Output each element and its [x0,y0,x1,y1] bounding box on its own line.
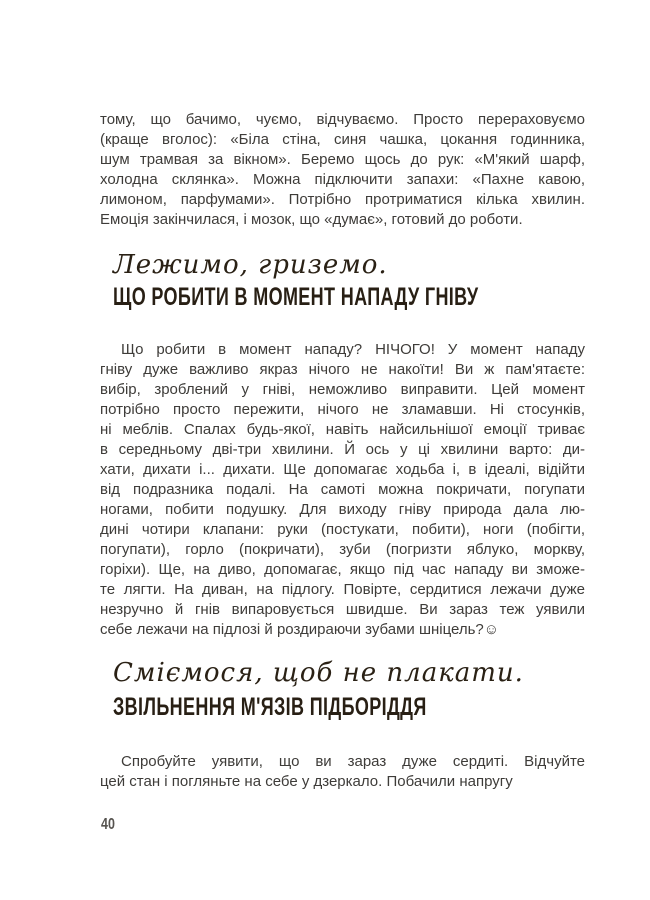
text-line: шум трамвая за вікном». Беремо щось до рук: «М'який шарф, [100,151,585,168]
text-line: незручно й гнів випаровується швидше. Ви зараз теж уявили [100,601,585,618]
text-line: гніву дуже важливо якраз нічого не накоїти! Ви ж пам'ятаєте: [100,361,585,378]
page-number [101,816,119,834]
text-line: від подразника подалі. На самоті можна покричати, погупати [100,481,585,498]
text-line: в середньому дві-три хвилини. Й ось у ці хвилини варто: ди- [100,441,585,458]
text-line: вибір, зроблений у гніві, неможливо виправити. Цей момент [100,381,585,398]
section-subtitle-script: Сміємося, щоб не плакати. [113,658,524,688]
text-line: ногами, побити подушку. Для виходу гніву природа дала лю- [100,501,585,518]
section-title-text: ЗВІЛЬНЕННЯ М'ЯЗІВ ПІДБОРІДДЯ [113,693,427,721]
section-title-chin-muscles [113,694,598,720]
text-line: лимоном, парфумами». Потрібно протриматися кілька хвилин. [100,191,585,208]
text-line: погупати), горло (покричати), зуби (погризти яблуко, моркву, [100,541,585,558]
text-line: холодна склянка». Можна підключити запахи: «Пахне кавою, [100,171,585,188]
text-line: дині чотири клапани: руки (постукати, побити), ноги (побігти, [100,521,585,538]
section-subtitle-script: Лежимо, гриземо. [113,250,388,280]
text-line: ні меблів. Спалах будь-якої, навіть найсильнішої емоції триває [100,421,585,438]
text-line: Емоція закінчилася, і мозок, що «думає», готовий до роботи. [100,211,523,228]
section-title-text: ЩО РОБИТИ В МОМЕНТ НАПАДУ ГНІВУ [113,283,479,311]
text-line: себе лежачи на підлозі й роздираючи зубами шніцель?☺ [100,621,500,638]
text-line: те лягти. На диван, на підлогу. Повірте, сердитися лежачи дуже [100,581,585,598]
text-line: горіхи). Ще, на диво, допомагає, якщо під час нападу ви зможе- [100,561,585,578]
text-line: Спробуйте уявити, що ви зараз дуже сердиті. Відчуйте [121,753,585,770]
paragraph-mirror-exercise [100,752,585,792]
paragraph-sensory-grounding [100,110,585,230]
page-number-text: 40 [101,816,115,833]
text-line: Що робити в момент нападу? НІЧОГО! У момент нападу [121,341,585,358]
text-line: тому, що бачимо, чуємо, відчуваємо. Просто перераховуємо [100,111,585,128]
text-line: (краще вголос): «Біла стіна, синя чашка, цокання годинника, [100,131,585,148]
text-line: потрібно просто пережити, нічого не зламавши. Ні стосунків, [100,401,585,418]
paragraph-anger-advice [100,340,585,640]
text-line: хати, дихати і... дихати. Ще допомагає ходьба і, в ідеалі, відійти [100,461,585,478]
text-line: цей стан і погляньте на себе у дзеркало. Побачили напругу [100,773,513,790]
section-title-anger-attack [113,284,598,310]
